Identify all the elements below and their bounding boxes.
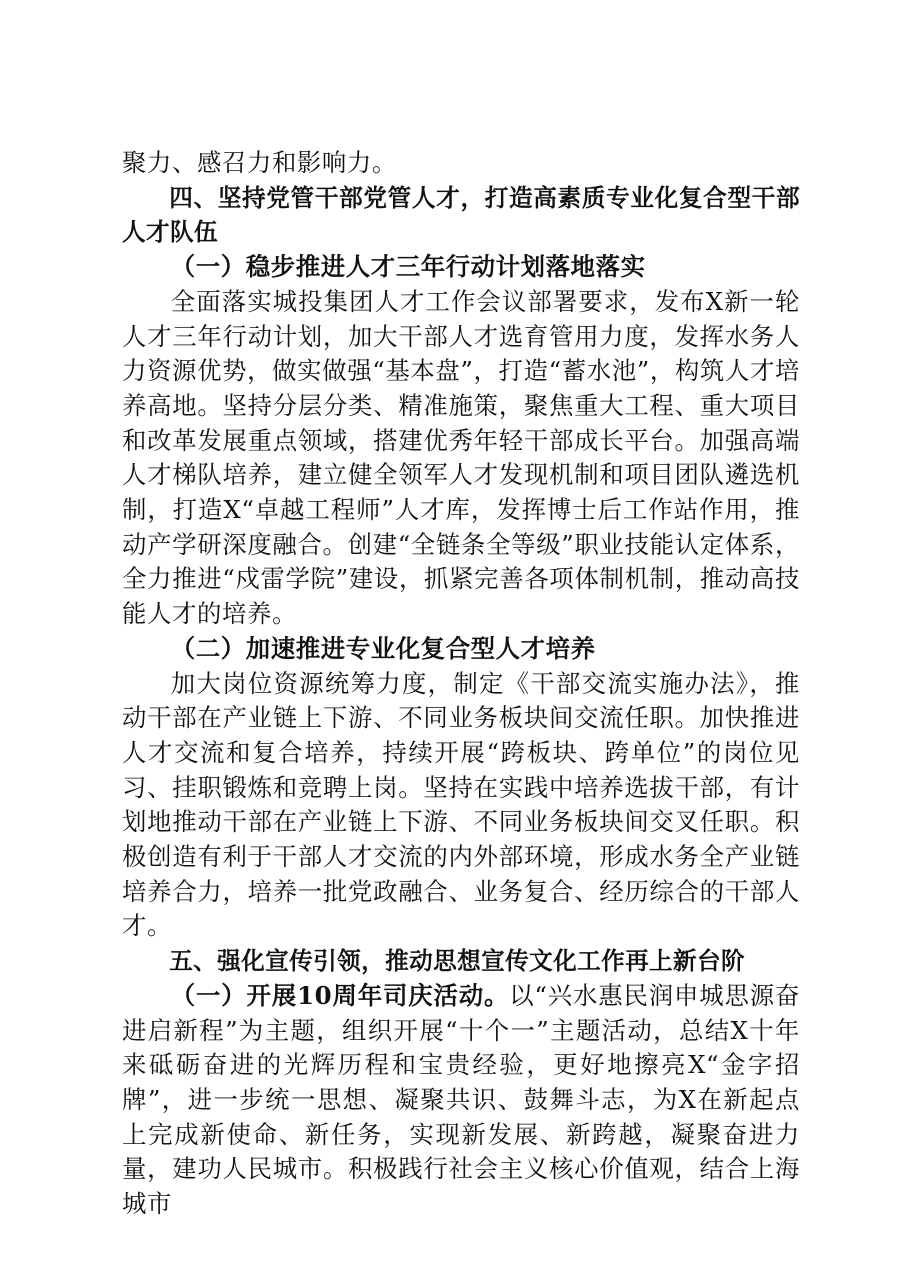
body-paragraph-4-1: 全面落实城投集团人才工作会议部署要求，发布X新一轮人才三年行动计划，加大干部人才选育管用力度，发挥水务人力资源优势，做实做强“基本盘”，打造“蓄水池”，构筑人才培养高地。坚持分层分类、精准施策，聚焦重大工程、重大项目和改革发展重点领域，搭建优秀年轻干部成长平台。加强高端人才梯队培养，建立健全领军人才发现机制和项目团队遴选机制，打造X“卓越工程师”人才库，发挥博士后工作站作用，推动产学研深度融合。创建“全链条全等级”职业技能认定体系，全力推进“戍雷学院”建设，抓紧完善各项体制机制，推动高技能人才的培养。 [122, 286, 800, 629]
section-heading-5: 五、强化宣传引领，推动思想宣传文化工作再上新台阶 [169, 947, 746, 976]
subsection-heading-4-2: （二）加速推进专业化复合型人才培养 [170, 633, 596, 663]
subsection-heading-5-1: （一）开展10周年司庆活动。 [170, 980, 510, 1010]
body-paragraph-5-1-text: 以“兴水惠民润申城思源奋进启新程”为主题，组织开展“十个一”主题活动，总结X十年来砥砺奋进的光辉历程和宝贵经验，更好地擦亮X“金字招牌”，进一步统一思想、凝聚共识、鼓舞斗志，为X在新起点上完成新使命、新任务，实现新发展、新跨越，凝聚奋进力量，建功人民城市。积极践行社会主义核心价值观，结合上海城市 [122, 980, 800, 1219]
section-heading-4: 四、坚持党管干部党管人才，打造高素质专业化复合型干部人才队伍 [122, 183, 800, 247]
body-paragraph-5-1 [122, 979, 800, 1222]
body-paragraph-continuation: 聚力、感召力和影响力。 [122, 148, 397, 177]
document-page [122, 146, 800, 1222]
body-paragraph-4-2: 加大岗位资源统筹力度，制定《干部交流实施办法》，推动干部在产业链上下游、不同业务板块间交流任职。加快推进人才交流和复合培养，持续开展“跨板块、跨单位”的岗位见习、挂职锻炼和竞聘上岗。坚持在实践中培养选拔干部，有计划地推动干部在产业链上下游、不同业务板块间交叉任职。积极创造有利于干部人才交流的内外部环境，形成水务全产业链培养合力，培养一批党政融合、业务复合、经历综合的干部人才。 [122, 668, 800, 941]
subsection-heading-4-1: （一）稳步推进人才三年行动计划落地落实 [170, 252, 646, 282]
